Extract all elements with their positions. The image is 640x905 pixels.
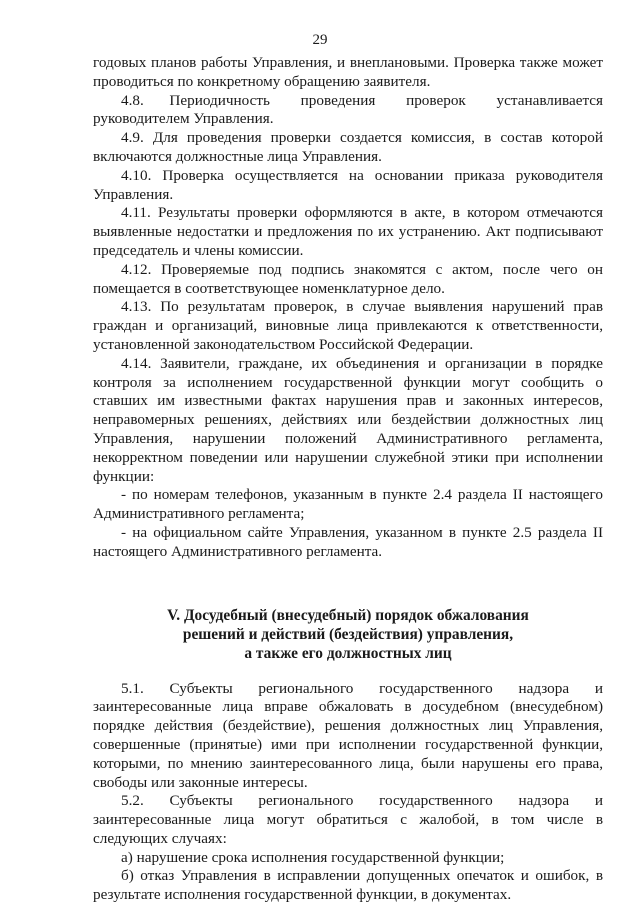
paragraph-5-1: 5.1. Субъекты регионального государственного надзора и заинтересованные лица вправе обжаловать в досудебном (внесудебном) порядке действия (бездействие), решения должностных лиц Управления, совершенные (принятые) ими при исполнении государственной функции, которыми, по мнению заинтересованного лица, были нарушены его права, свободы или законные интересы. [93,679,603,791]
document-body [93,54,603,905]
paragraph-4-12: 4.12. Проверяемые под подпись знакомятся с актом, после чего он помещается в соответствующее номенклатурное дело. [93,260,603,297]
section-heading-line-2: решений и действий (бездействия) управления, [182,625,514,643]
paragraph-4-13: 4.13. По результатам проверок, в случае выявления нарушений прав граждан и организаций, виновные лица привлекаются к ответственности, установленной законодательством Российской Федерации. [93,298,603,353]
section-heading-line-3: а также его должностных лиц [244,644,452,662]
paragraph-5-2: 5.2. Субъекты регионального государственного надзора и заинтересованные лица могут обратиться с жалобой, в том числе в следующих случаях: [93,792,603,847]
paragraph-continuation: годовых планов работы Управления, и внеплановыми. Проверка также может проводиться по конкретному обращению заявителя. [93,54,603,90]
section-heading [93,606,603,663]
page-number: 29 [312,32,328,48]
section-heading-line-1: V. Досудебный (внесудебный) порядок обжалования [167,606,529,624]
list-item-website: - на официальном сайте Управления, указанном в пункте 2.5 раздела II настоящего Административного регламента. [93,523,603,560]
list-item-b: б) отказ Управления в исправлении допущенных опечаток и ошибок, в результате исполнения государственной функции, в документах. [93,867,603,904]
list-item-a: а) нарушение срока исполнения государственной функции; [121,848,505,866]
paragraph-4-14: 4.14. Заявители, граждане, их объединения и организации в порядке контроля за исполнением государственной функции могут сообщить о ставших им известными фактах нарушения прав и законных интересов, неправомерных решениях, действиях или бездействии должностных лиц Управления, нарушении положений Административного регламента, некорректном поведении или нарушении служебной этики при исполнении функции: [93,354,603,485]
paragraph-4-11: 4.11. Результаты проверки оформляются в акте, в котором отмечаются выявленные недостатки и предложения по их устранению. Акт подписывают председатель и члены комиссии. [93,204,603,259]
list-item-phone: - по номерам телефонов, указанным в пункте 2.4 раздела II настоящего Административного регламента; [93,486,603,523]
paragraph-4-10: 4.10. Проверка осуществляется на основании приказа руководителя Управления. [93,166,603,203]
paragraph-4-8: 4.8. Периодичность проведения проверок устанавливается руководителем Управления. [93,91,603,128]
paragraph-4-9: 4.9. Для проведения проверки создается комиссия, в состав которой включаются должностные лица Управления. [93,129,603,165]
